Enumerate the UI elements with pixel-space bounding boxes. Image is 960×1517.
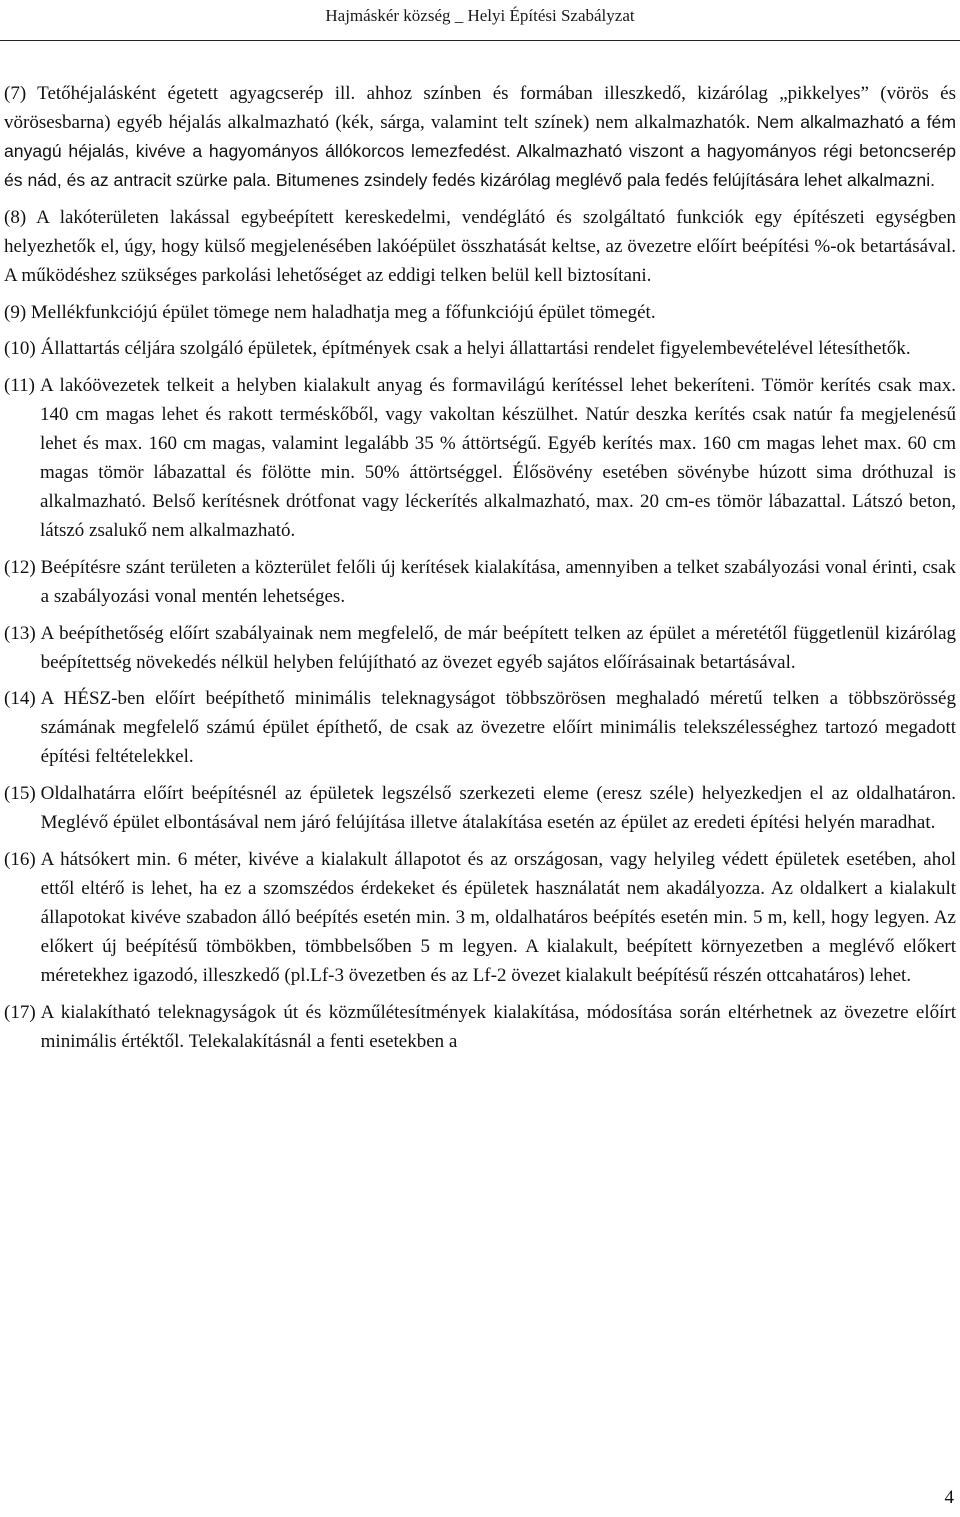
paragraph-7 [4,79,956,195]
paragraph-9 [4,298,956,327]
paragraph-8-text [4,203,956,290]
paragraph-15 [4,779,956,837]
paragraph-17-body: A kialakítható teleknagyságok út és közműlétesítmények kialakítása, módosítása során eltérhetnek az övezetre előírt minimális értéktől. Telekalakításnál a fenti esetekben a [40,1001,956,1052]
paragraph-8 [4,203,956,290]
paragraph-10 [4,334,956,363]
paragraph-16-number: (16) [4,848,36,870]
page-header: Hajmáskér község _ Helyi Építési Szabályzat [325,6,635,25]
paragraph-7-number: (7) [4,83,27,104]
paragraph-11-number: (11) [4,374,35,396]
paragraph-17 [4,998,956,1056]
paragraph-14 [4,684,956,771]
paragraph-13 [4,619,956,677]
header-divider [0,40,960,41]
paragraph-7-sans-part: Nem alkalmazható a fém anyagú héjalás, kivéve a hagyományos állókorcos lemezfedést. Alkalmazható viszont a hagyományos régi betoncserép és nád, és az antracit szürke pala. Bitumenes zsindely fedés kizárólag meglévő pala fedés felújítására lehet alkalmazni. [4,112,956,191]
paragraph-13-number: (13) [4,622,36,644]
paragraph-17-number: (17) [4,1001,36,1023]
paragraph-16-body: A hátsókert min. 6 méter, kivéve a kialakult állapotot és az országosan, vagy helyileg védett épületek esetében, ahol ettől eltérő is lehet, ha ez a szomszédos érdekeket és épületek használatát nem akadályozza. Az oldalkert a kialakult állapotokat kivéve szabadon álló beépítés esetén min. 3 m, oldalhatáros beépítés esetén min. 5 m, kell, hogy legyen. Az előkert új beépítésű tömbökben, tömbbelsőben 5 m legyen. A kialakult, beépített környezetben a meglévő előkert méretekhez igazodó, illeszkedő (pl.Lf-3 övezetben és az Lf-2 övezet kialakult beépítésű részén ottcahatáros) lehet. [40,848,956,987]
paragraph-13-body: A beépíthetőség előírt szabályainak nem megfelelő, de már beépített telken az épület a méretétől függetlenül kizárólag beépítettség növekedés nélkül helyben felújítható az övezet egyéb sajátos előírásainak betartásával. [40,622,956,673]
paragraph-14-body: A HÉSZ-ben előírt beépíthető minimális teleknagyságot többszörösen meghaladó méretű telken a többszörösség számának megfelelő számú épület építhető, de csak az övezetre előírt minimális telekszélességhez tartozó megadott építési feltételekkel. [40,688,956,768]
paragraph-10-body: Állattartás céljára szolgáló épületek, építmények csak a helyi állattartási rendelet figyelembevételével létesíthetők. [40,338,911,360]
paragraph-11-body: A lakóövezetek telkeit a helyben kialakult anyag és formavilágú kerítéssel lehet bekeríteni. Tömör kerítés csak max. 140 cm magas lehet és rakott terméskőből, vagy vakoltan készülhet. Natúr deszka kerítés csak natúr fa megjelenésű lehet és max. 160 cm magas, valamint legalább 35 % áttörtségű. Egyéb kerítés max. 160 cm magas lehet max. 60 cm magas tömör lábazattal és fölötte min. 50% áttörtséggel. Élősövény esetében sövénybe húzott sima dróthuzal is alkalmazható. Belső kerítésnek drótfonat vagy léckerítés alkalmazható, max. 20 cm-es tömör lábazattal. Látszó beton, látszó zsalukő nem alkalmazható. [39,374,956,542]
paragraph-12-number: (12) [4,556,36,578]
paragraph-14-number: (14) [4,688,36,710]
paragraph-8-body: A lakóterületen lakással egybeépített kereskedelmi, vendéglátó és szolgáltató funkciók egy építészeti egységben helyezhetők el, úgy, hogy külső megjelenésében lakóépület összhatását keltse, az övezetre előírt beépítési %-ok betartásával. A működéshez szükséges parkolási lehetőséget az eddigi telken belül kell biztosítani. [4,206,957,287]
document-body [4,79,956,1063]
paragraph-8-number: (8) [4,206,27,228]
paragraph-11 [4,371,956,546]
paragraph-10-number: (10) [4,338,36,360]
paragraph-9-body: Mellékfunkciójú épület tömege nem haladhatja meg a főfunkciójú épület tömegét. [30,301,656,323]
paragraph-9-number: (9) [4,301,27,323]
paragraph-12 [4,553,956,611]
page-number: 4 [944,1487,954,1508]
paragraph-7-serif-part: Tetőhéjalásként égetett agyagcserép ill. ahhoz színben és formában illeszkedő, kizárólag „pikkelyes” (vörös és vörösesbarna) egyéb héjalás alkalmazható (kék, sárga, valamint telt színek) nem alkalmazhatók. [4,83,956,134]
paragraph-16 [4,845,956,990]
paragraph-15-body: Oldalhatárra előírt beépítésnél az épületek legszélső szerkezeti eleme (eresz széle) helyezkedjen el az oldalhatáron. Meglévő épület elbontásával nem járó felújítása illetve átalakítása esetén az épület az eredeti építési helyén maradhat. [40,783,956,834]
paragraph-9-text [4,298,956,327]
paragraph-12-body: Beépítésre szánt területen a közterület felőli új kerítések kialakítása, amennyiben a telket szabályozási vonal érinti, csak a szabályozási vonal mentén lehetséges. [40,556,956,607]
paragraph-7-text [4,79,956,195]
paragraph-15-number: (15) [4,783,36,805]
